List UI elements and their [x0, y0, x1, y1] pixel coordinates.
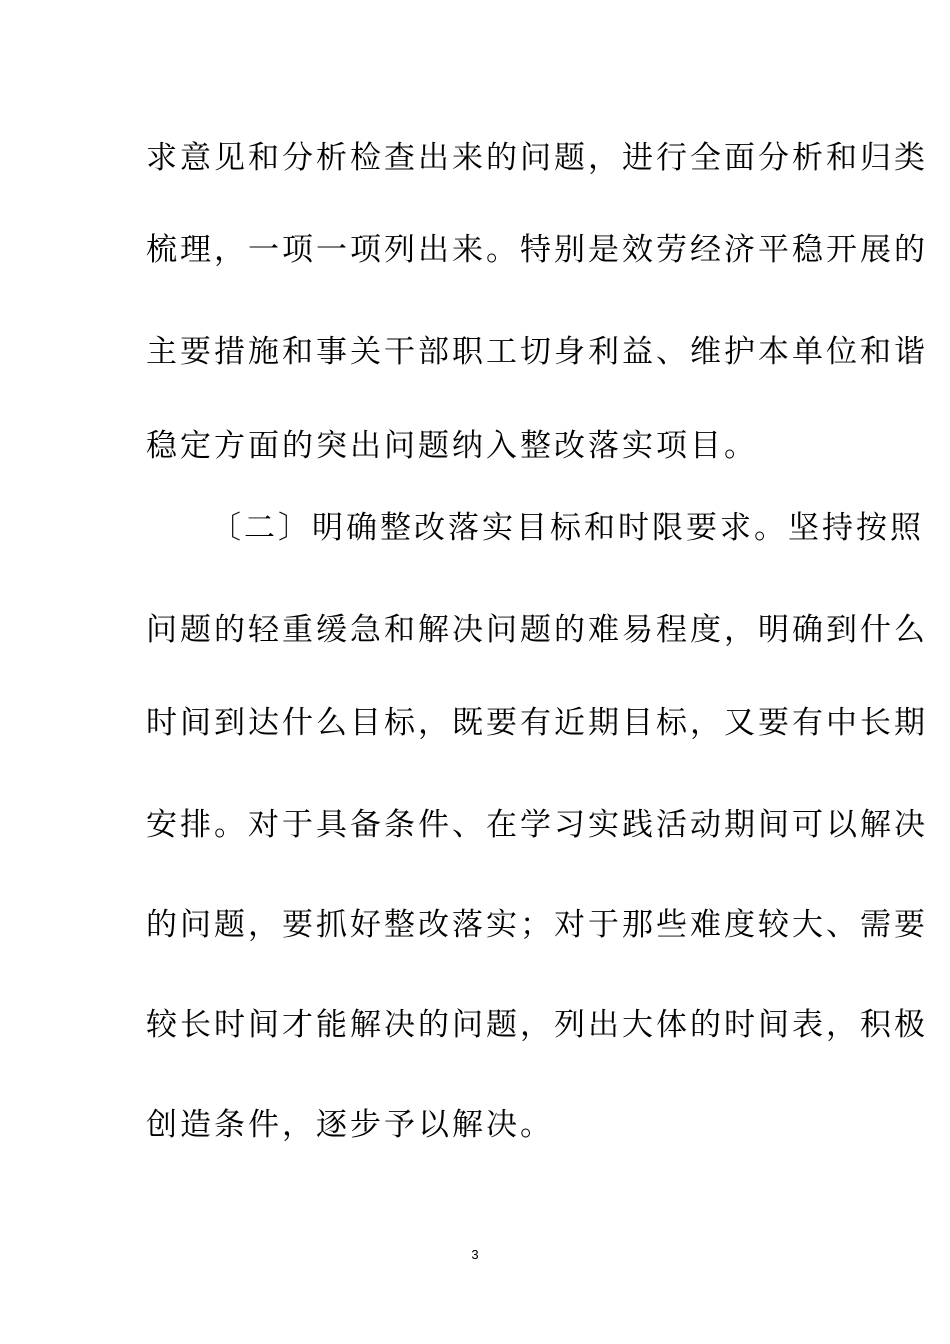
body-text-line: 问题的轻重缓急和解决问题的难易程度，明确到什么 — [146, 612, 928, 648]
body-text-line: 梳理，一项一项列出来。特别是效劳经济平稳开展的 — [146, 232, 928, 268]
body-text-line: 稳定方面的突出问题纳入整改落实项目。 — [146, 428, 758, 464]
section-heading-line: 〔二〕明确整改落实目标和时限要求。坚持按照 — [210, 510, 924, 546]
body-text-line: 的问题，要抓好整改落实；对于那些难度较大、需要 — [146, 907, 928, 943]
page-number: 3 — [471, 1247, 479, 1262]
body-text-line: 求意见和分析检查出来的问题，进行全面分析和归类 — [146, 140, 928, 176]
body-text-line: 创造条件，逐步予以解决。 — [146, 1107, 554, 1143]
body-text-line: 时间到达什么目标，既要有近期目标，又要有中长期 — [146, 705, 928, 741]
body-text-line: 安排。对于具备条件、在学习实践活动期间可以解决 — [146, 807, 928, 843]
body-text-line: 主要措施和事关干部职工切身利益、维护本单位和谐 — [146, 334, 928, 370]
body-text-line: 较长时间才能解决的问题，列出大体的时间表，积极 — [146, 1007, 928, 1043]
